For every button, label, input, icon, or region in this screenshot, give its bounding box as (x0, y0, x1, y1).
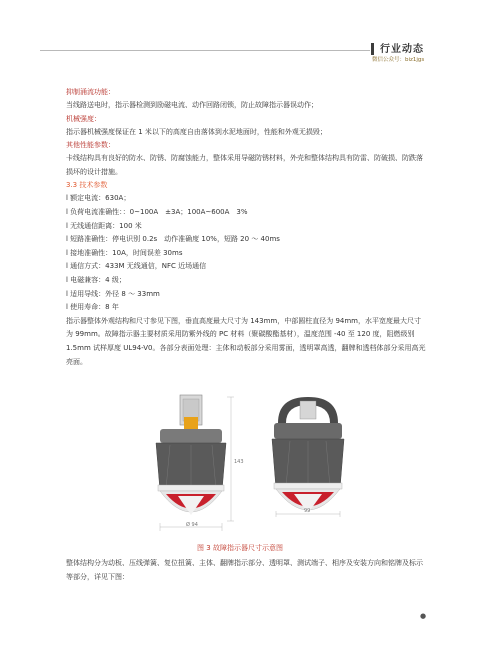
description-text: 指示器整体外观结构和尺寸参见下图，垂直高度最大尺寸为 143mm，中部圆柱直径为 94mm，水平宽度最大尺寸为 99mm。故障指示器主要材质采用防紫外线的 PC 材料（聚碳酸酯基材），温度范围 -40 至 120 度，阻燃级别 1.5mm 试样厚度 UL94-V0。各部分表面处理：主体和动板部分采用雾面，透明罩高透，翻牌和透档体部分采用高光亮面。 (66, 316, 426, 366)
section-text: 卡线结构具有良好的防水、防锈、防腐蚀能力，整体采用导磁防锈材料，外壳和整体结构具有防雷、防破损、防跌落损坏的设计措施。 (66, 154, 423, 176)
section-heading: 抑制涌流功能： (66, 88, 115, 96)
header-subtitle: 微信公众号：biz1jgs (372, 57, 425, 63)
dim-diameter-label: Ø 94 (186, 522, 198, 528)
section-text: 指示器机械强度保证在 1 米以下的高度自由落体到水泥地面时，性能和外观无损毁； (66, 127, 327, 136)
dim-height-label: 143 (234, 459, 244, 465)
spec-item: l 通信方式：433M 无线通信，NFC 近场通信 (66, 262, 207, 271)
article-body (66, 86, 426, 369)
spec-item: l 使用寿命：8 年 (66, 303, 119, 312)
section-text: 当线路送电时，指示器检测到励磁电流、动作回路闭锁，防止故障指示器误动作； (66, 101, 318, 109)
spec-item: l 短路准确性：停电识别 0.2s 动作准确度 10%，短路 20 ～ 40ms (66, 235, 280, 244)
spec-item: l 电磁兼容：4 级； (66, 275, 126, 284)
indicator-side-view (272, 397, 344, 517)
spec-item: l 适用导线：外径 8 ～ 33mm (66, 289, 160, 298)
specs-heading: 3.3 技术参数 (66, 181, 108, 190)
section-heading: 其他性能参数： (66, 141, 115, 150)
closing-paragraph: 整体结构分为动板、压线弹簧、复位扭簧、主体、翻牌指示部分、透明罩、测试端子、相序及安装方向和铭牌及标示等部分，详见下图： (66, 559, 423, 581)
header-marker (371, 43, 374, 55)
header-title: 行业动态 (380, 44, 424, 55)
indicator-dimension-figure (130, 393, 370, 533)
spec-item: l 额定电流：630A； (66, 194, 131, 203)
indicator-front-view (156, 395, 234, 531)
spec-item: l 接地准确性：10A，时间误差 30ms (66, 248, 183, 257)
figure-caption: 图 3 故障指示器尺寸示意图 (197, 544, 283, 552)
header-rule (40, 50, 370, 51)
dim-width-label: 99 (304, 508, 311, 514)
spec-item: l 无线通信距离：100 米 (66, 221, 142, 230)
section-heading: 机械强度： (66, 114, 101, 123)
page-number: ● (420, 612, 427, 620)
spec-item: l 负荷电流准确性：：0~100A ±3A；100A~600A 3% (66, 207, 248, 216)
